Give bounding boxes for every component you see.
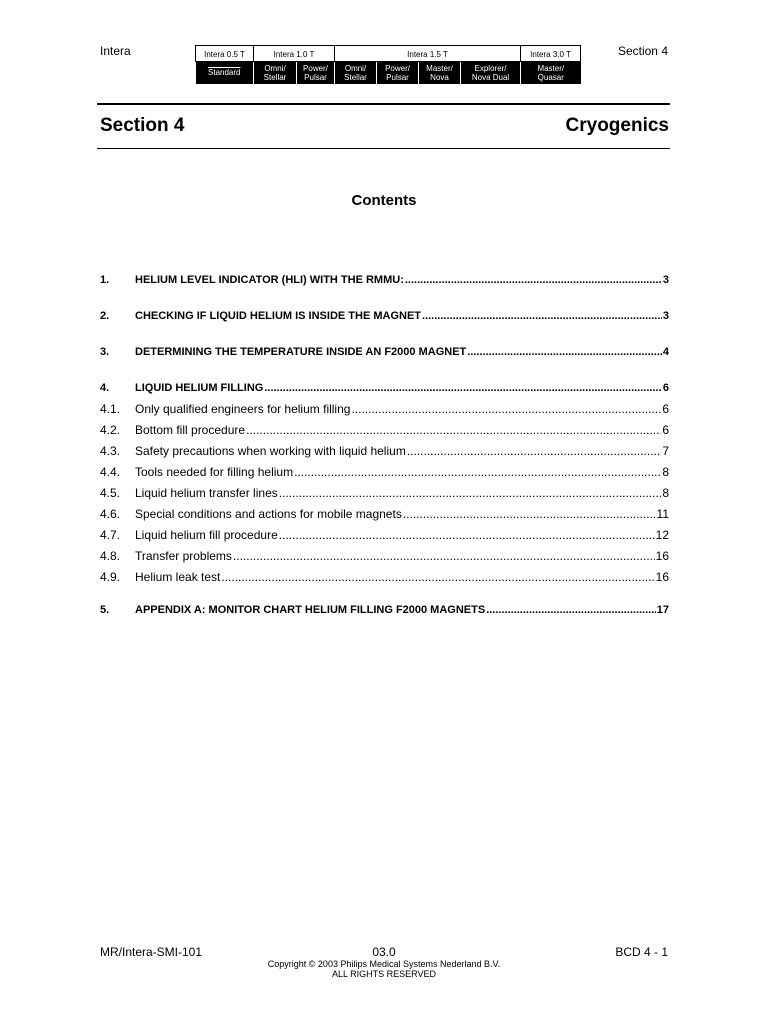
rights-line: ALL RIGHTS RESERVED	[331, 969, 437, 979]
model-power-pulsar: Power/ Pulsar	[377, 62, 419, 84]
toc-entry[interactable]: 4.4. Tools needed for filling helium ..... 8	[100, 462, 669, 483]
toc-entry[interactable]: 4.2. Bottom fill procedure ..... 6	[100, 420, 669, 441]
header-rule	[97, 103, 670, 105]
model-omni-stellar: Omni/ Stellar	[254, 62, 297, 84]
copyright-line: Copyright © 2003 Philips Medical Systems Nederland B.V.	[267, 959, 501, 969]
system-3-0t: Intera 3.0 T	[521, 46, 581, 62]
footer-version: 03.0	[372, 945, 396, 959]
toc-entry[interactable]: 4.3. Safety precautions when working with liquid helium ..... 7	[100, 441, 669, 462]
toc-entry[interactable]: 3. DETERMINING THE TEMPERATURE INSIDE AN F2000 MAGNET ..... 4	[100, 342, 669, 363]
toc-entry[interactable]: 4.8. Transfer problems ..... 16	[100, 546, 669, 567]
model-omni-stellar: Omni/ Stellar	[335, 62, 377, 84]
header-product: Intera	[100, 44, 131, 58]
model-master-quasar: Master/ Quasar	[521, 62, 581, 84]
toc-entry[interactable]: 4.9. Helium leak test ..... 16	[100, 567, 669, 588]
contents-heading: Contents	[351, 192, 417, 209]
system-1-0t: Intera 1.0 T	[254, 46, 335, 62]
header-section: Section 4	[617, 44, 668, 58]
table-of-contents	[100, 270, 669, 621]
title-rule	[97, 148, 670, 149]
toc-entry[interactable]: 4.6. Special conditions and actions for mobile magnets ..... 11	[100, 504, 669, 525]
model-standard: Standard	[196, 62, 254, 84]
model-master-nova: Master/ Nova	[419, 62, 461, 84]
system-0-5t: Intera 0.5 T	[196, 46, 254, 62]
toc-entry[interactable]: 5. APPENDIX A: MONITOR CHART HELIUM FILLING F2000 MAGNETS ..... 17	[100, 600, 669, 621]
footer-doc-id: MR/Intera-SMI-101	[100, 945, 203, 959]
toc-entry[interactable]: 4.5. Liquid helium transfer lines ..... 8	[100, 483, 669, 504]
model-explorer-nova-dual: Explorer/ Nova Dual	[461, 62, 521, 84]
footer-copyright	[0, 959, 768, 979]
toc-entry[interactable]: 4. LIQUID HELIUM FILLING ..... 6	[100, 378, 669, 399]
toc-entry[interactable]: 4.1. Only qualified engineers for helium filling ..... 6	[100, 399, 669, 420]
toc-entry[interactable]: 4.7. Liquid helium fill procedure ..... 12	[100, 525, 669, 546]
footer-page-ref: BCD 4 - 1	[615, 945, 668, 959]
system-1-5t: Intera 1.5 T	[335, 46, 521, 62]
section-title: Cryogenics	[565, 115, 669, 136]
model-power-pulsar: Power/ Pulsar	[297, 62, 335, 84]
toc-entry[interactable]: 1. HELIUM LEVEL INDICATOR (HLI) WITH THE RMMU: ..... 3	[100, 270, 669, 291]
section-number: Section 4	[100, 115, 185, 136]
toc-entry[interactable]: 2. CHECKING IF LIQUID HELIUM IS INSIDE THE MAGNET ..... 3	[100, 306, 669, 327]
systems-table	[195, 45, 581, 84]
